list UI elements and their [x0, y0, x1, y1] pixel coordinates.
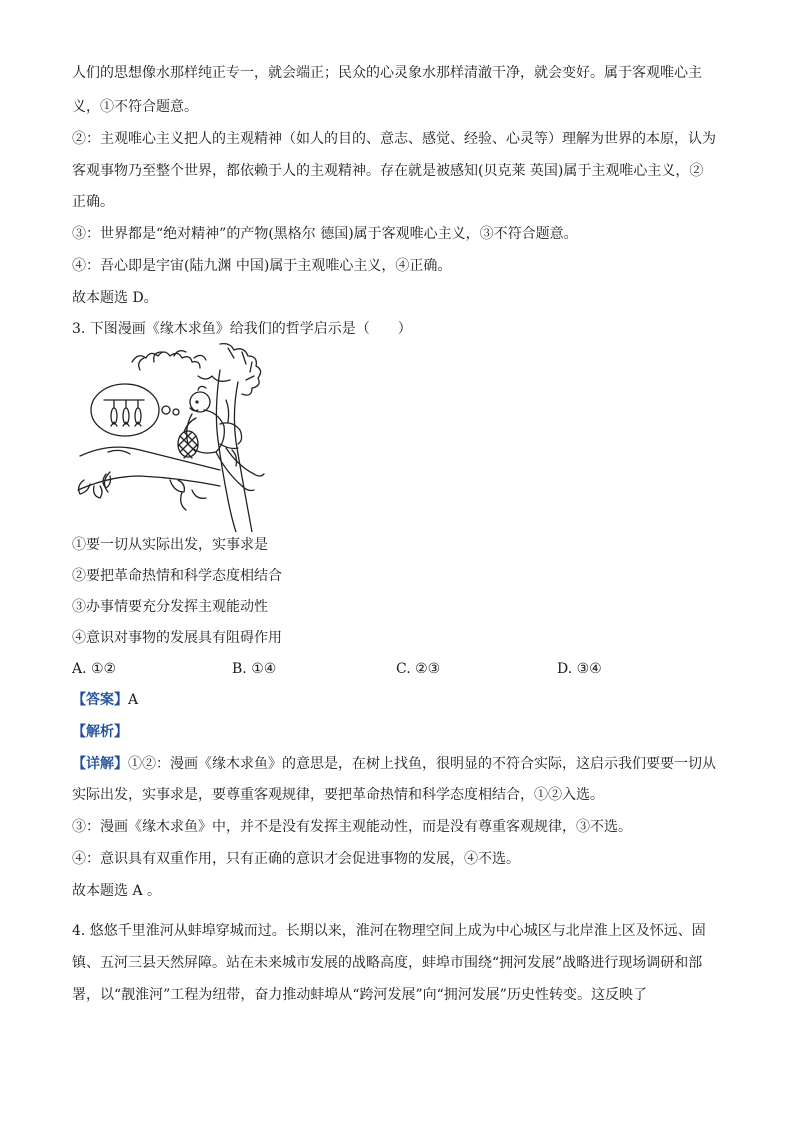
cartoon-image	[70, 340, 284, 532]
analysis-tag: 【解析】	[72, 724, 128, 740]
answer-value: A	[128, 692, 139, 708]
detail-line-2: 实际出发，实事求是，要尊重客观规律，要把革命热情和科学态度相结合，①②入选。	[72, 787, 604, 803]
text-line: 义，①不符合题意。	[72, 99, 198, 115]
detail-line-3: ③：漫画《缘木求鱼》中，并不是没有发挥主观能动性，而是没有尊重客观规律，③不选。	[72, 819, 632, 835]
statement-2: ②要把革命热情和科学态度相结合	[72, 568, 282, 584]
detail-tag: 【详解】	[72, 756, 128, 772]
text-line: ③：世界都是“绝对精神”的产物(黑格尔 德国)属于客观唯心主义，③不符合题意。	[72, 226, 578, 242]
question-stem: 3. 下图漫画《缘木求鱼》给我们的哲学启示是（ ）	[72, 321, 412, 337]
option-a: A. ①②	[72, 661, 117, 677]
conclusion-line: 故本题选 A 。	[72, 883, 162, 899]
option-b: B. ①④	[232, 661, 277, 677]
answer-line	[72, 691, 138, 709]
statement-4: ④意识对事物的发展具有阻碍作用	[72, 630, 282, 646]
option-c: C. ②③	[396, 661, 441, 677]
statement-1: ①要一切从实际出发，实事求是	[72, 537, 268, 553]
detail-text: ①②：漫画《缘木求鱼》的意思是，在树上找鱼，很明显的不符合实际，这启示我们要要一切从	[128, 756, 716, 772]
text-line: 客观事物乃至整个世界，都依赖于人的主观精神。存在就是被感知(贝克莱 英国)属于主观唯心主义，②	[72, 163, 704, 179]
option-d: D. ③④	[557, 661, 602, 677]
detail-line-4: ④：意识具有双重作用，只有正确的意识才会促进事物的发展，④不选。	[72, 851, 520, 867]
q4-line-1: 4. 悠悠千里淮河从蚌埠穿城而过。长期以来，淮河在物理空间上成为中心城区与北岸淮上区及怀远、固	[72, 923, 706, 939]
text-line: 故本题选 D。	[72, 290, 158, 306]
analysis-heading	[72, 723, 128, 741]
text-line: 人们的思想像水那样纯正专一，就会端正；民众的心灵象水那样清澈干净，就会变好。属于客观唯心主	[72, 65, 702, 81]
q4-line-2: 镇、五河三县天然屏障。站在未来城市发展的战略高度，蚌埠市围绕“拥河发展”战略进行现场调研和部	[72, 955, 703, 971]
text-line: 正确。	[72, 194, 114, 210]
answer-tag: 【答案】	[72, 692, 128, 708]
statement-3: ③办事情要充分发挥主观能动性	[72, 599, 268, 615]
text-line: ②：主观唯心主义把人的主观精神（如人的目的、意志、感觉、经验、心灵等）理解为世界的本原，认为	[72, 131, 716, 147]
detail-line-1	[72, 755, 716, 773]
q4-line-3: 署，以“靓淮河”工程为纽带，奋力推动蚌埠从“跨河发展”向“拥河发展”历史性转变。这反映了	[72, 987, 647, 1003]
text-line: ④：吾心即是宇宙(陆九渊 中国)属于主观唯心主义，④正确。	[72, 258, 452, 274]
